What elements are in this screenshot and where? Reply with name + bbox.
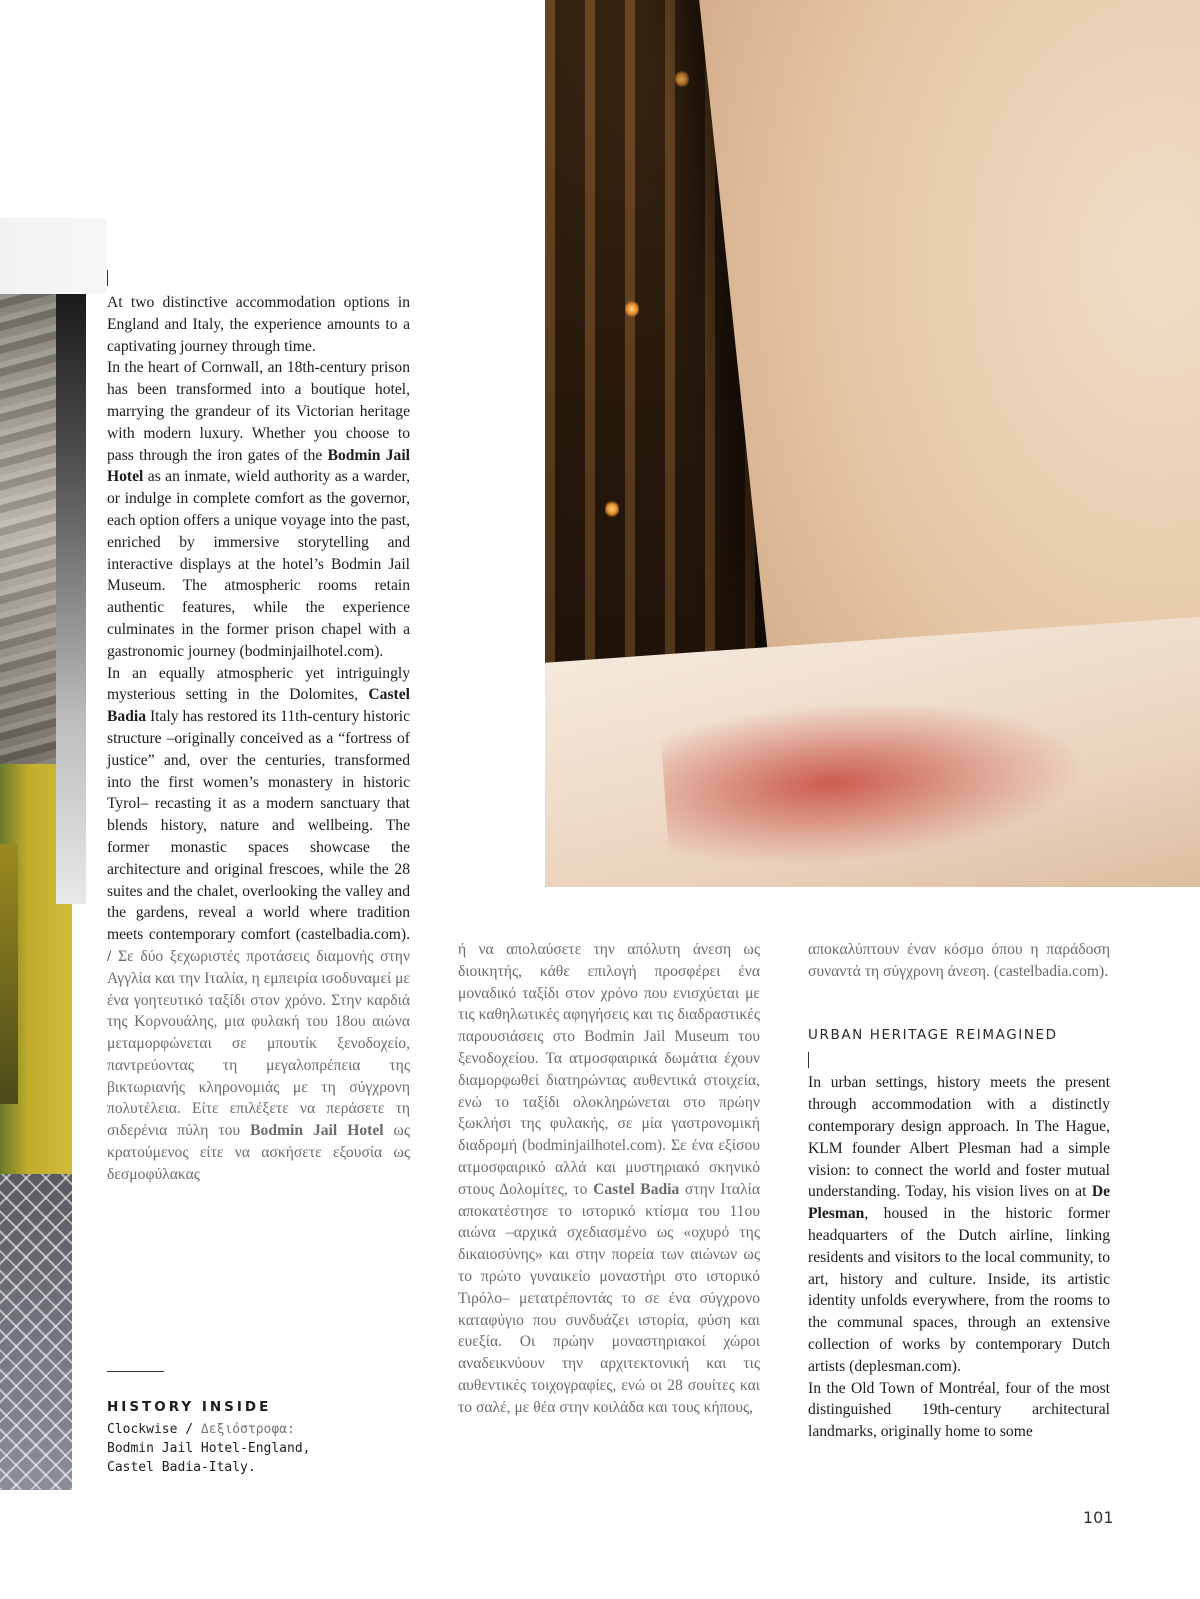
- castel-badia-photo: [545, 0, 1200, 887]
- column-1: [107, 292, 410, 1186]
- lamp-glow: [605, 500, 619, 518]
- montreal-paragraph: In the Old Town of Montréal, four of the most distinguished 19th-century architectural landmarks, originally home to some: [808, 1379, 1110, 1441]
- text-marker: [107, 270, 108, 286]
- text-marker: [808, 1052, 809, 1068]
- caption-line-3: Castel Badia-Italy.: [107, 1460, 256, 1475]
- page-number: 101: [1083, 1508, 1114, 1527]
- de-plesman-paragraph: In urban settings, history meets the present through accommodation with a distinctly contemporary design approach. In The Hague, KLM founder Albert Plesman had a simple vision: to connect the world and foster mutual understanding. Today, his vision lives on at De Plesman, housed in the historic former headquarters of the Dutch airline, linking residents and visitors to the local community, to art, history and culture. Inside, its artistic identity unfolds everywhere, from the rooms to the communal spaces, through an extensive collection of works by contemporary Dutch artists (deplesman.com).: [808, 1074, 1110, 1375]
- lamp-glow: [675, 70, 689, 88]
- lamp-glow: [625, 300, 639, 318]
- bodmin-paragraph: In the heart of Cornwall, an 18th-century prison has been transformed into a boutique hotel, marrying the grandeur of its Victorian heritage with modern luxury. Whether you choose to pass through the iron gates of the Bodmin Jail Hotel as an inmate, wield authority as a warder, or indulge in complete comfort as the governor, each option offers a unique voyage into the past, enriched by immersive storytelling and interactive displays at the hotel’s Bodmin Jail Museum. The atmospheric rooms retain authentic features, while the experience culminates in the former prison chapel with a gastronomic journey (bodminjailhotel.com).: [107, 359, 410, 660]
- section-title: URBAN HERITAGE REIMAGINED: [808, 1026, 1058, 1043]
- column-3: [808, 939, 1110, 1443]
- column-2-greek: [458, 939, 760, 1419]
- castel-badia-paragraph: In an equally atmospheric yet intriguingly mysterious setting in the Dolomites, Castel Badia Italy has restored its 11th-century historic structure –originally conceived as a “fortress of justice” and, over the centuries, transformed into the first women’s monastery in historic Tyrol– recasting it as a modern sanctuary that blends history, nature and wellbeing. The former monastic spaces showcase the architecture and original frescoes, while the 28 suites and the chalet, overlooking the valley and the gardens, reveal a world where tradition meets contemporary comfort (castelbadia.com). / Σε δύο ξεχωριστές προτάσεις διαμονής στην Αγγλία και την Ιταλία, η εμπειρία ισοδυναμεί με ένα γοητευτικό ταξίδι στον χρόνο. Στην καρδιά της Κορνουάλης, μια φυλακή του 18ου αιώνα μεταμορφώνεται σε μπουτίκ ξενοδοχείο, παντρεύοντας τη μεγαλοπρέπεια της βικτωριανής κληρονομιάς με τη σύγχρονη πολυτέλεια. Είτε επιλέξετε να περάσετε τη σιδερένια πύλη του Bodmin Jail Hotel ως κρατούμενος είτε να ασκήσετε εξουσία ως δεσμοφύλακας: [107, 664, 411, 1183]
- gradient-strip: [56, 294, 86, 904]
- grey-block: [0, 218, 107, 294]
- caption-title: HISTORY INSIDE: [107, 1399, 272, 1415]
- greek-paragraph: ή να απολαύσετε την απόλυτη άνεση ως διοικητής, κάθε επιλογή προσφέρει ένα μοναδικό ταξίδι στον χρόνο που ενισχύεται με τις καθηλωτικές αφηγήσεις και τις διαδραστικές παρουσιάσεις στο Bodmin Jail Museum του ξενοδοχείου. Τα ατμοσφαιρικά δωμάτια έχουν διαμορφωθεί διατηρώντας αυθεντικά στοιχεία, ενώ το ταξίδι ολοκληρώνεται στο πρώην ξωκλήσι της φυλακής, σε μία γαστρονομική διαδρομή (bodminjailhotel.com). Σε ένα εξίσου ατμοσφαιρικό αλλά και μυστηριακό σκηνικό στους Δολομίτες, το Castel Badia στην Ιταλία αποκατέστησε το ιστορικό κτίσμα του 11ου αιώνα –αρχικά σχεδιασμένο ως «οχυρό της δικαιοσύνης» και στην πορεία των αιώνων ως το πρώτο γυναικείο μοναστήρι στο ιστορικό Τιρόλο– μετατρέποντάς το σε ένα σύγχρονο καταφύγιο που συνδυάζει ιστορία, φύση και ευεξία. Οι πρώην μοναστηριακοί χώροι αναδεικνύουν την αρχιτεκτονική και τις αυθεντικές τοιχογραφίες, ενώ οι 28 σουίτες και το σαλέ, με θέα στην κοιλάδα και τους κήπους,: [458, 941, 760, 1416]
- photo-caption: [107, 1398, 407, 1477]
- caption-line-2: Bodmin Jail Hotel-England,: [107, 1441, 311, 1456]
- caption-line-1: Clockwise / Δεξιόστροφα:: [107, 1422, 295, 1437]
- wire-fence: [0, 1174, 72, 1490]
- caption-rule: [107, 1371, 164, 1372]
- greek-continuation: αποκαλύπτουν έναν κόσμο όπου η παράδοση συναντά τη σύγχρονη άνεση. (castelbadia.com).: [808, 941, 1110, 980]
- calligraphy-paper: [545, 616, 1200, 887]
- intro-paragraph: At two distinctive accommodation options in England and Italy, the experience amounts to a captivating journey through time.: [107, 294, 410, 355]
